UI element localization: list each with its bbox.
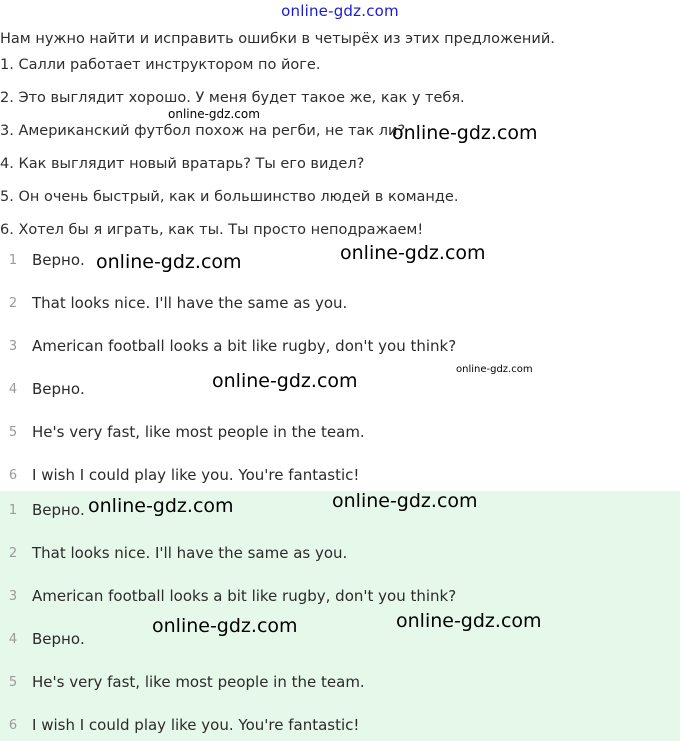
answer-row <box>0 673 680 693</box>
answer-row <box>0 466 680 486</box>
answer-text: Верно. <box>32 630 85 648</box>
task-instruction: Нам нужно найти и исправить ошибки в четырёх из этих предложений. <box>0 31 555 47</box>
answer-number: 4 <box>8 632 18 647</box>
answer-row <box>0 337 680 357</box>
watermark: online-gdz.com <box>152 615 298 637</box>
watermark: online-gdz.com <box>96 251 242 273</box>
answer-row <box>0 716 680 736</box>
watermark: online-gdz.com <box>456 364 533 375</box>
answer-number: 2 <box>8 296 18 311</box>
answer-text: That looks nice. I'll have the same as you. <box>32 294 348 312</box>
answer-row <box>0 544 680 564</box>
watermark: online-gdz.com <box>392 122 538 144</box>
answer-number: 4 <box>8 382 18 397</box>
watermark: online-gdz.com <box>396 610 542 632</box>
answer-number: 1 <box>8 503 18 518</box>
answer-text: He's very fast, like most people in the team. <box>32 673 365 691</box>
answer-number: 6 <box>8 718 18 733</box>
answer-number: 2 <box>8 546 18 561</box>
answer-text: Верно. <box>32 251 85 269</box>
answer-text: He's very fast, like most people in the team. <box>32 423 365 441</box>
watermark: online-gdz.com <box>88 495 234 517</box>
answer-number: 5 <box>8 675 18 690</box>
answer-text: I wish I could play like you. You're fantastic! <box>32 716 360 734</box>
answer-number: 3 <box>8 339 18 354</box>
answer-text: Верно. <box>32 380 85 398</box>
task-sentence: 5. Он очень быстрый, как и большинство людей в команде. <box>0 189 459 205</box>
answer-row <box>0 294 680 314</box>
watermark: online-gdz.com <box>212 370 358 392</box>
site-header-watermark: online-gdz.com <box>281 2 399 20</box>
watermark: online-gdz.com <box>340 242 486 264</box>
task-sentence: 4. Как выглядит новый вратарь? Ты его видел? <box>0 156 365 172</box>
answer-number: 6 <box>8 468 18 483</box>
task-sentence: 6. Хотел бы я играть, как ты. Ты просто неподражаем! <box>0 222 424 238</box>
task-sentence: 3. Американский футбол похож на регби, не так ли? <box>0 123 406 139</box>
answer-text: Верно. <box>32 501 85 519</box>
task-sentence: 2. Это выглядит хорошо. У меня будет такое же, как у тебя. <box>0 90 465 106</box>
answer-text: American football looks a bit like rugby, don't you think? <box>32 337 457 355</box>
answers-panel-highlighted <box>0 491 680 741</box>
answer-row <box>0 587 680 607</box>
answer-row <box>0 630 680 650</box>
answer-number: 1 <box>8 253 18 268</box>
task-sentence: 1. Салли работает инструктором по йоге. <box>0 57 321 73</box>
answer-text: I wish I could play like you. You're fantastic! <box>32 466 360 484</box>
answer-number: 5 <box>8 425 18 440</box>
answer-row <box>0 423 680 443</box>
answer-text: That looks nice. I'll have the same as you. <box>32 544 348 562</box>
answer-text: American football looks a bit like rugby, don't you think? <box>32 587 457 605</box>
answer-number: 3 <box>8 589 18 604</box>
watermark: online-gdz.com <box>168 107 260 121</box>
watermark: online-gdz.com <box>332 490 478 512</box>
